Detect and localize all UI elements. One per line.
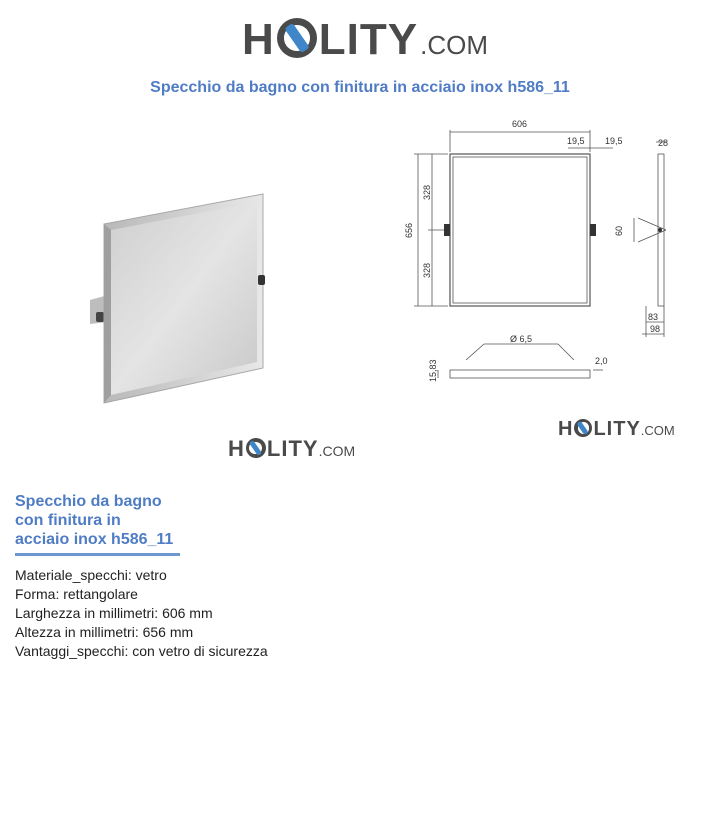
logo-suffix: .COM [318,443,356,459]
spec-row: Altezza in millimetri: 656 mm [15,624,194,640]
holity-logo-drawing [558,417,675,441]
dim-thickness: 15,83 [428,359,438,382]
logo-letter-h: H [242,15,275,64]
dim-height: 656 [404,222,414,238]
logo-letter-h: H [558,418,574,440]
section-heading [15,492,180,556]
spec-label: Materiale_specchi [15,567,128,583]
spec-value: con vetro di sicurezza [132,643,268,659]
spec-row: Vantaggi_specchi: con vetro di sicurezza [15,643,268,659]
logo-wordmark: LITY [266,436,319,461]
logo-o-icon [574,419,592,437]
spec-value: 656 mm [142,624,194,640]
spec-value: 606 mm [162,605,213,621]
spec-label: Forma [15,586,56,602]
heading-line: acciaio inox h586_11 [15,531,174,548]
logo-suffix: .COM [420,30,488,60]
dim-depth: 28 [658,138,669,148]
spec-label: Larghezza in millimetri [15,605,155,621]
dim-gap: 2,0 [595,356,608,366]
spec-label: Vantaggi_specchi [15,643,125,659]
spec-value: vetro [135,567,167,583]
technical-drawing [398,112,708,412]
logo-letter-h: H [228,436,245,461]
dim-half-top: 328 [422,184,432,200]
holity-logo-photo [228,436,355,462]
product-title: Specchio da bagno con finitura in acciaio inox h586_11 [150,79,570,96]
logo-o-icon [277,18,317,58]
logo-wordmark: LITY [593,418,641,440]
spec-value: rettangolare [63,586,138,602]
spec-label: Altezza in millimetri [15,624,135,640]
logo-wordmark: LITY [318,15,419,64]
logo-suffix: .COM [640,423,675,438]
dim-wall-98: 98 [650,324,661,334]
dim-width: 606 [512,119,528,129]
logo-o-icon [246,438,266,458]
heading-line: con finitura in [15,512,121,529]
dim-wall-83: 83 [648,312,659,322]
spec-row: Larghezza in millimetri: 606 mm [15,605,213,621]
dim-frame-right: 19,5 [605,136,623,146]
product-photo [0,112,385,472]
heading-line: Specchio da bagno [15,493,162,510]
spec-list [15,566,268,661]
holity-logo[interactable] [242,14,488,65]
dim-frame-left: 19,5 [567,136,585,146]
dim-bracket: 60 [614,225,624,236]
dim-hole: Ø 6,5 [510,334,533,344]
spec-row: Forma: rettangolare [15,586,138,602]
dim-half-bottom: 328 [422,262,432,278]
spec-row: Materiale_specchi: vetro [15,567,167,583]
